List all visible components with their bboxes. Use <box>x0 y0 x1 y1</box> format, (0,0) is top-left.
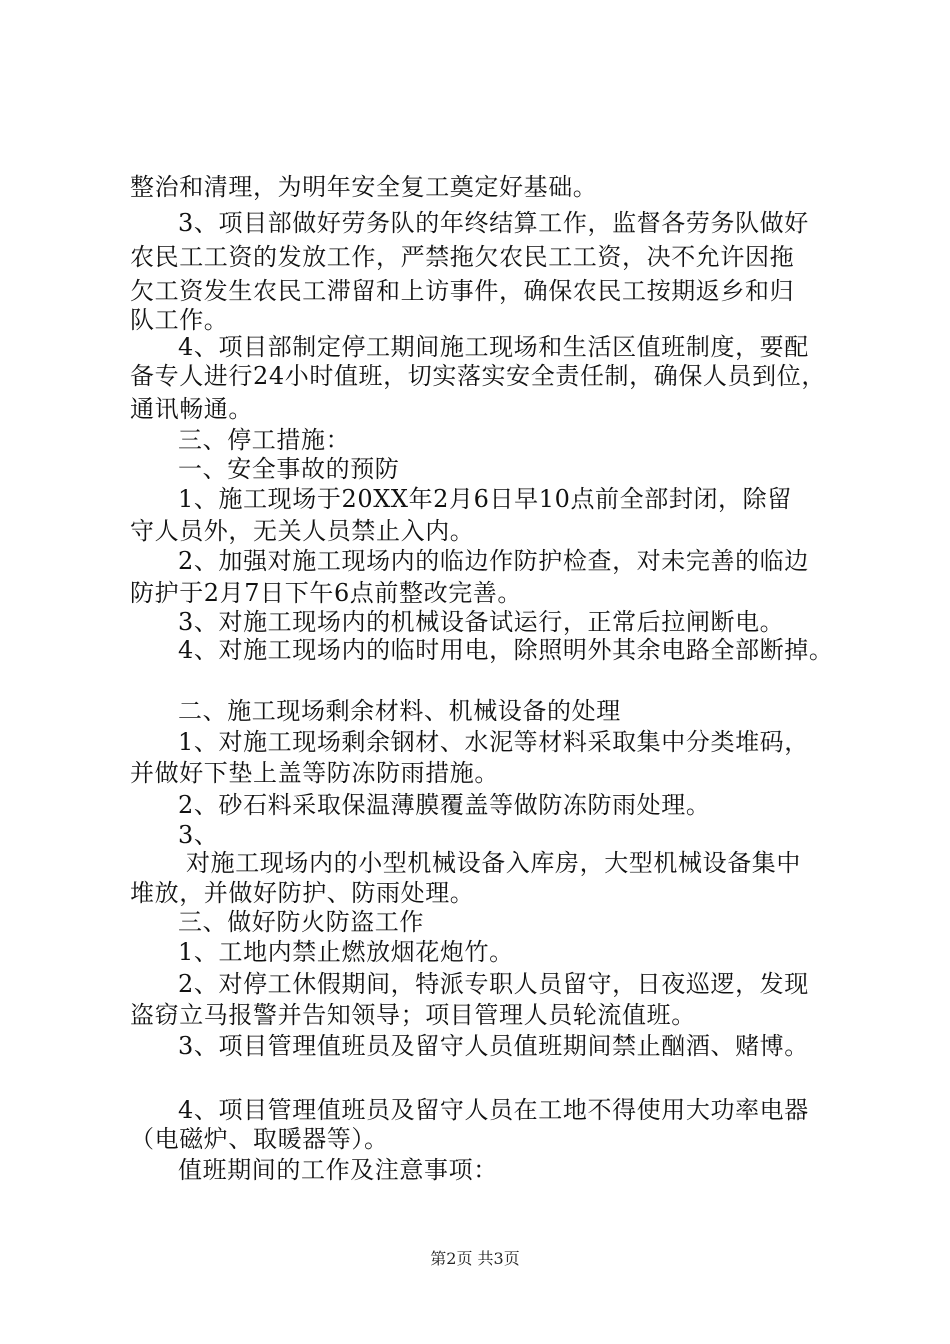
text-line-21: 3、 <box>178 821 219 849</box>
text-line-12: 守人员外，无关人员禁止入内。 <box>130 517 475 545</box>
text-line-1: 整治和清理，为明年安全复工奠定好基础。 <box>130 173 598 201</box>
text-line-4: 欠工资发生农民工滞留和上访事件，确保农民工按期返乡和归 <box>130 277 795 305</box>
text-line-19: 并做好下垫上盖等防冻防雨措施。 <box>130 759 499 787</box>
text-line-6: 4、项目部制定停工期间施工现场和生活区值班制度，要配 <box>178 333 809 361</box>
text-line-20: 2、砂石料采取保温薄膜覆盖等做防冻防雨处理。 <box>178 791 711 819</box>
text-line-5: 队工作。 <box>130 306 229 334</box>
text-line-25: 1、工地内禁止燃放烟花炮竹。 <box>178 938 514 966</box>
text-line-24: 三、做好防火防盗工作 <box>178 908 424 936</box>
text-line-22: 对施工现场内的小型机械设备入库房，大型机械设备集中 <box>186 849 801 877</box>
text-line-30: （电磁炉、取暖器等）。 <box>130 1125 389 1153</box>
text-line-26: 2、对停工休假期间，特派专职人员留守，日夜巡逻，发现 <box>178 970 809 998</box>
text-line-23: 堆放，并做好防护、防雨处理。 <box>130 879 475 907</box>
text-line-31: 值班期间的工作及注意事项： <box>178 1156 498 1184</box>
text-line-9: 三、停工措施： <box>178 426 351 454</box>
text-line-7: 备专人进行24小时值班，切实落实安全责任制，确保人员到位， <box>130 362 826 390</box>
text-line-14: 防护于2月7日下午6点前整改完善。 <box>130 579 523 607</box>
text-line-8: 通讯畅通。 <box>130 395 253 423</box>
text-line-18: 1、对施工现场剩余钢材、水泥等材料采取集中分类堆码， <box>178 728 809 756</box>
text-line-15: 3、对施工现场内的机械设备试运行，正常后拉闸断电。 <box>178 608 785 636</box>
text-line-16: 4、对施工现场内的临时用电，除照明外其余电路全部断掉。 <box>178 636 834 664</box>
text-line-13: 2、加强对施工现场内的临边作防护检查，对未完善的临边 <box>178 547 809 575</box>
text-line-27: 盗窃立马报警并告知领导；项目管理人员轮流值班。 <box>130 1001 696 1029</box>
page-number-footer: 第2页 共3页 <box>430 1249 520 1268</box>
text-line-17: 二、施工现场剩余材料、机械设备的处理 <box>178 697 621 725</box>
text-line-10: 一、安全事故的预防 <box>178 455 400 483</box>
text-line-28: 3、项目管理值班员及留守人员值班期间禁止酗酒、赌博。 <box>178 1032 809 1060</box>
text-line-2: 3、项目部做好劳务队的年终结算工作，监督各劳务队做好 <box>178 209 809 237</box>
text-line-3: 农民工工资的发放工作，严禁拖欠农民工工资，决不允许因拖 <box>130 243 795 271</box>
text-line-11: 1、施工现场于20XX年2月6日早10点前全部封闭，除留 <box>178 485 792 513</box>
text-line-29: 4、项目管理值班员及留守人员在工地不得使用大功率电器 <box>178 1096 809 1124</box>
